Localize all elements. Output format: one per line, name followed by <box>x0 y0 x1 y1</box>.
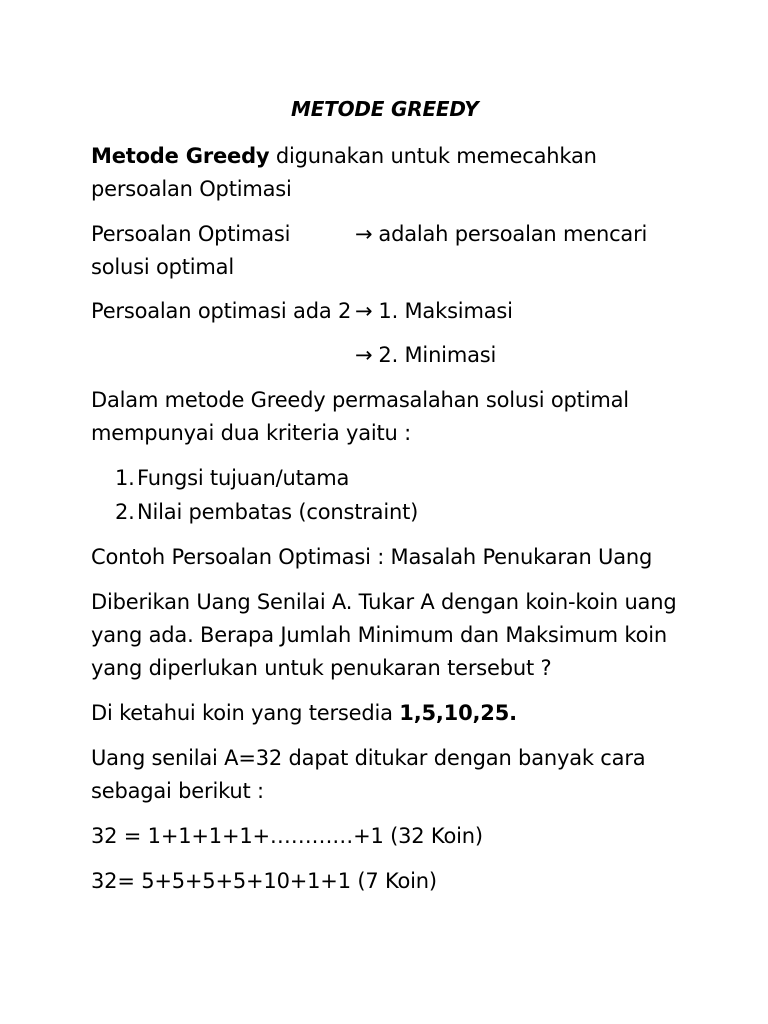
exchange-intro-line2: sebagai berikut : <box>91 779 264 803</box>
available-coins <box>91 697 517 730</box>
paragraph-definition-line1 <box>91 140 597 173</box>
optimization-meaning <box>355 218 647 251</box>
document-title: METODE GREEDY <box>291 97 479 121</box>
list-item-text: Nilai pembatas (constraint) <box>137 500 419 524</box>
list-number: 1. <box>115 466 135 490</box>
criteria-item-2 <box>115 496 418 529</box>
optimization-meaning-line2: solusi optimal <box>91 255 234 279</box>
paragraph-definition-line2: persoalan Optimasi <box>91 177 292 201</box>
optimization-term: Persoalan Optimasi <box>91 222 291 246</box>
definition-text: digunakan untuk memecahkan <box>269 144 597 168</box>
available-coins-label: Di ketahui koin yang tersedia <box>91 701 400 725</box>
problem-line2: yang ada. Berapa Jumlah Minimum dan Maksimum koin <box>91 623 667 647</box>
exchange-example-2: 32= 5+5+5+5+10+1+1 (7 Koin) <box>91 869 437 893</box>
criteria-item-1 <box>115 462 349 495</box>
term-metode-greedy: Metode Greedy <box>91 144 270 168</box>
optimization-types-label: Persoalan optimasi ada 2 <box>91 299 352 323</box>
exchange-example-1: 32 = 1+1+1+1+…………+1 (32 Koin) <box>91 824 483 848</box>
arrow-right-icon: → <box>355 222 373 246</box>
problem-line3: yang diperlukan untuk penukaran tersebut ? <box>91 656 552 680</box>
problem-line1: Diberikan Uang Senilai A. Tukar A dengan koin-koin uang <box>91 590 677 614</box>
optimization-type-2-text: 2. Minimasi <box>378 343 497 367</box>
optimization-type-1-text: 1. Maksimasi <box>378 299 513 323</box>
arrow-right-icon: → <box>355 299 373 323</box>
arrow-right-icon: → <box>355 343 373 367</box>
list-number: 2. <box>115 500 135 524</box>
optimization-type-1 <box>355 295 513 328</box>
optimization-meaning-text: adalah persoalan mencari <box>378 222 648 246</box>
example-heading: Contoh Persoalan Optimasi : Masalah Penukaran Uang <box>91 545 653 569</box>
coin-values: 1,5,10,25. <box>399 701 517 725</box>
criteria-intro-line1: Dalam metode Greedy permasalahan solusi optimal <box>91 388 629 412</box>
exchange-intro-line1: Uang senilai A=32 dapat ditukar dengan banyak cara <box>91 746 646 770</box>
list-item-text: Fungsi tujuan/utama <box>137 466 350 490</box>
optimization-type-2 <box>355 339 496 372</box>
criteria-intro-line2: mempunyai dua kriteria yaitu : <box>91 421 411 445</box>
